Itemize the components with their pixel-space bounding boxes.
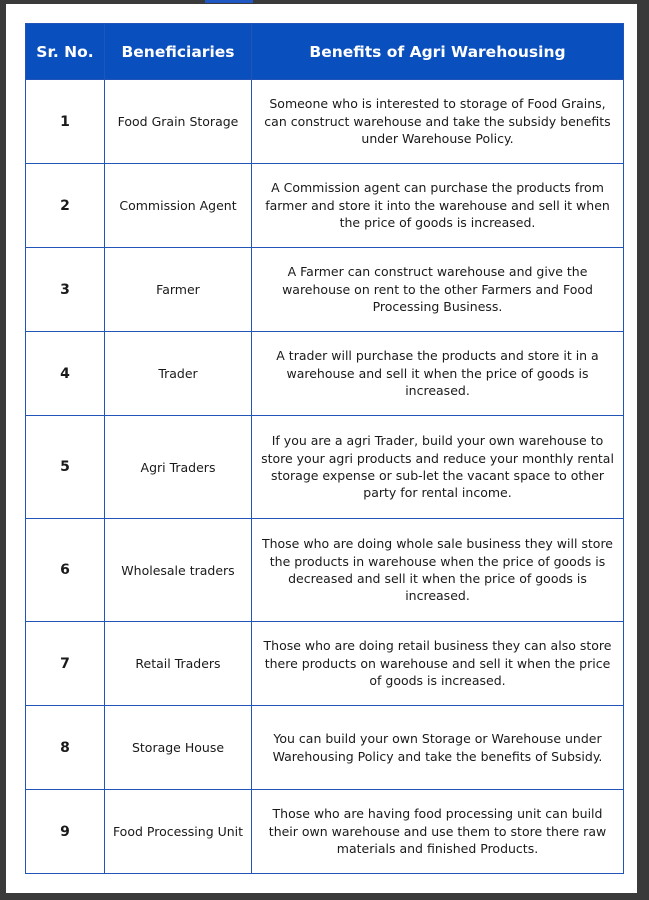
header-beneficiaries: Beneficiaries — [105, 24, 252, 80]
beneficiary-cell: Food Grain Storage — [105, 80, 252, 164]
beneficiary-cell: Farmer — [105, 248, 252, 332]
beneficiary-cell: Wholesale traders — [105, 519, 252, 622]
beneficiary-cell: Agri Traders — [105, 416, 252, 519]
benefit-cell: A trader will purchase the products and store it in a warehouse and sell it when the price of goods is increased. — [252, 332, 624, 416]
table-row — [26, 164, 624, 248]
table-row — [26, 706, 624, 790]
benefits-table — [25, 23, 624, 874]
sr-number: 3 — [26, 248, 105, 332]
top-accent-strip — [205, 0, 253, 3]
beneficiary-cell: Storage House — [105, 706, 252, 790]
header-sr-no: Sr. No. — [26, 24, 105, 80]
benefit-cell: You can build your own Storage or Warehouse under Warehousing Policy and take the benefits of Subsidy. — [252, 706, 624, 790]
sr-number: 4 — [26, 332, 105, 416]
benefit-cell: Someone who is interested to storage of Food Grains, can construct warehouse and take the subsidy benefits under Warehouse Policy. — [252, 80, 624, 164]
benefit-cell: A Farmer can construct warehouse and give the warehouse on rent to the other Farmers and Food Processing Business. — [252, 248, 624, 332]
sr-number: 2 — [26, 164, 105, 248]
table-row — [26, 416, 624, 519]
beneficiary-cell: Food Processing Unit — [105, 790, 252, 874]
sr-number: 7 — [26, 622, 105, 706]
sr-number: 6 — [26, 519, 105, 622]
table-row — [26, 790, 624, 874]
table-row — [26, 80, 624, 164]
sr-number: 8 — [26, 706, 105, 790]
sr-number: 9 — [26, 790, 105, 874]
benefit-cell: Those who are doing whole sale business they will store the products in warehouse when the price of goods is decreased and sell it when the price of goods is increased. — [252, 519, 624, 622]
table-row — [26, 248, 624, 332]
sr-number: 1 — [26, 80, 105, 164]
benefit-cell: Those who are doing retail business they can also store there products on warehouse and sell it when the price of goods is increased. — [252, 622, 624, 706]
beneficiary-cell: Commission Agent — [105, 164, 252, 248]
benefit-cell: If you are a agri Trader, build your own warehouse to store your agri products and reduce your monthly rental storage expense or sub-let the vacant space to other party for rental income. — [252, 416, 624, 519]
table-header-row — [26, 24, 624, 80]
benefit-cell: A Commission agent can purchase the products from farmer and store it into the warehouse and sell it when the price of goods is increased. — [252, 164, 624, 248]
sr-number: 5 — [26, 416, 105, 519]
beneficiary-cell: Trader — [105, 332, 252, 416]
beneficiary-cell: Retail Traders — [105, 622, 252, 706]
table-row — [26, 332, 624, 416]
benefit-cell: Those who are having food processing unit can build their own warehouse and use them to store there raw materials and finished Products. — [252, 790, 624, 874]
header-benefits: Benefits of Agri Warehousing — [252, 24, 624, 80]
table-row — [26, 622, 624, 706]
document-page — [6, 4, 637, 893]
table-row — [26, 519, 624, 622]
